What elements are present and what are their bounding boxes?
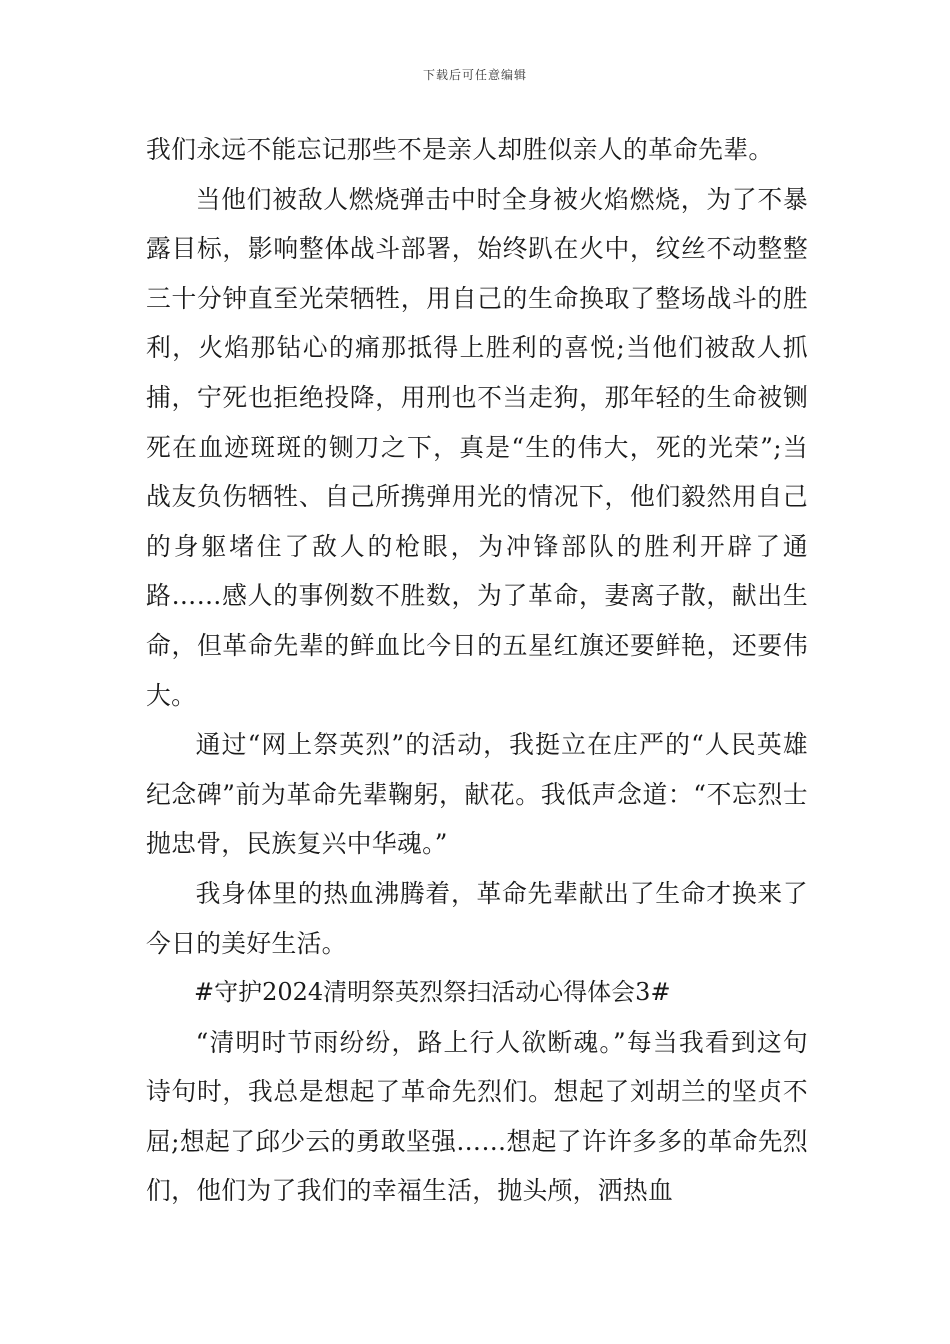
header-note: 下载后可任意编辑 bbox=[422, 68, 527, 82]
paragraph: 当他们被敌人燃烧弹击中时全身被火焰燃烧，为了不暴露目标，影响整体战斗部署，始终趴在火中，纹丝不动整整三十分钟直至光荣牺牲，用自己的生命换取了整场战斗的胜利，火焰那钻心的痛那抵得上胜利的喜悦;当他们被敌人抓捕，宁死也拒绝投降，用刑也不当走狗，那年轻的生命被铡死在血迹斑斑的铡刀之下，真是“生的伟大，死的光荣”;当战友负伤牺牲、自己所携弹用光的情况下，他们毅然用自己的身躯堵住了敌人的枪眼，为冲锋部队的胜利开辟了通路……感人的事例数不胜数，为了革命，妻离子散，献出生命，但革命先辈的鲜血比今日的五星红旗还要鲜艳，还要伟大。 bbox=[146, 184, 808, 710]
paragraph: 我们永远不能忘记那些不是亲人却胜似亲人的革命先辈。 bbox=[146, 135, 774, 164]
paragraph: 我身体里的热血沸腾着，革命先辈献出了生命才换来了今日的美好生活。 bbox=[146, 878, 808, 958]
body-text bbox=[146, 125, 808, 1216]
section-heading: #守护2024清明祭英烈祭扫活动心得体会3# bbox=[194, 978, 671, 1007]
paragraph: “清明时节雨纷纷，路上行人欲断魂。”每当我看到这句诗句时，我总是想起了革命先烈们。想起了刘胡兰的坚贞不屈;想起了邱少云的勇敢坚强……想起了许许多多的革命先烈们，他们为了我们的幸福生活，抛头颅，洒热血 bbox=[146, 1027, 808, 1206]
paragraph: 通过“网上祭英烈”的活动，我挺立在庄严的“人民英雄纪念碑”前为革命先辈鞠躬，献花。我低声念道：“不忘烈士抛忠骨，民族复兴中华魂。” bbox=[146, 730, 808, 859]
